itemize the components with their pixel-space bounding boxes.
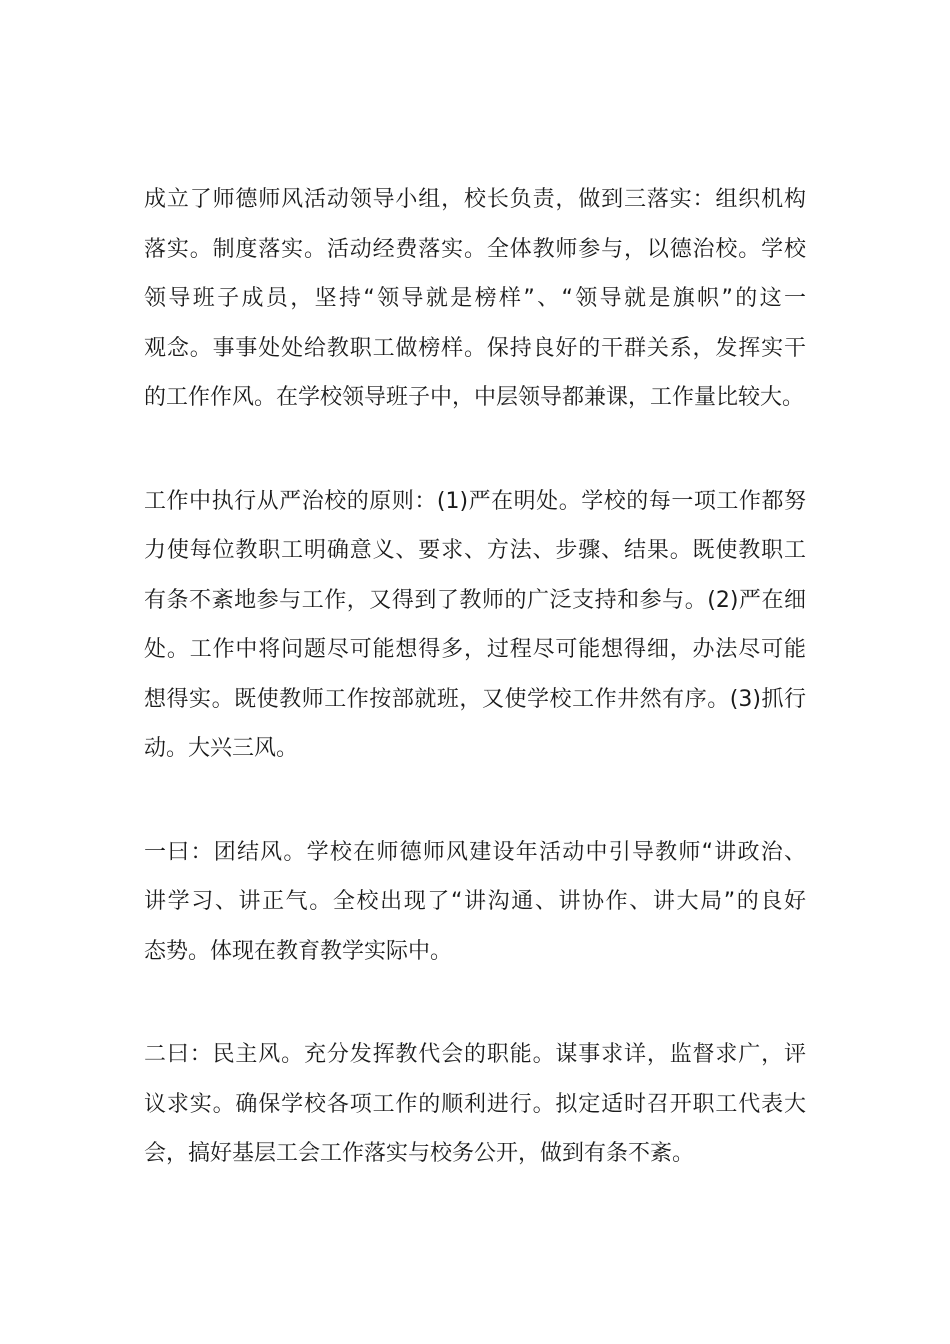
paragraph-line: 有条不紊地参与工作，又得到了教师的广泛支持和参与。(2)严在细	[144, 587, 806, 613]
paragraph-2	[144, 477, 806, 774]
paragraph-1	[144, 175, 806, 423]
paragraph-line: 成立了师德师风活动领导小组，校长负责，做到三落实：组织机构	[144, 187, 806, 212]
paragraph-line: 观念。事事处处给教职工做榜样。保持良好的干群关系，发挥实干	[144, 335, 806, 361]
paragraph-line: 议求实。确保学校各项工作的顺利进行。拟定适时召开职工代表大	[144, 1091, 806, 1117]
paragraph-line: 工作中执行从严治校的原则：(1)严在明处。学校的每一项工作都努	[144, 488, 806, 514]
paragraph-line: 落实。制度落实。活动经费落实。全体教师参与，以德治校。学校	[144, 236, 806, 262]
paragraph-4	[144, 1030, 806, 1179]
paragraph-line: 动。大兴三风。	[144, 736, 299, 761]
paragraph-line: 会，搞好基层工会工作落实与校务公开，做到有条不紊。	[144, 1141, 695, 1166]
paragraph-line: 力使每位教职工明确意义、要求、方法、步骤、结果。既使教职工	[144, 538, 806, 563]
paragraph-line: 处。工作中将问题尽可能想得多，过程尽可能想得细，办法尽可能	[144, 637, 806, 662]
paragraph-line: 态势。体现在教育教学实际中。	[144, 938, 453, 964]
paragraph-line: 领导班子成员，坚持“领导就是榜样”、“领导就是旗帜”的这一	[144, 286, 806, 311]
paragraph-line: 讲学习、讲正气。全校出现了“讲沟通、讲协作、讲大局”的良好	[144, 889, 806, 914]
document-body	[144, 175, 806, 1233]
paragraph-line: 二曰：民主风。充分发挥教代会的职能。谋事求详，监督求广，评	[144, 1042, 806, 1067]
paragraph-line: 一曰：团结风。学校在师德师风建设年活动中引导教师“讲政治、	[144, 839, 806, 865]
paragraph-line: 想得实。既使教师工作按部就班，又使学校工作井然有序。(3)抓行	[144, 686, 806, 712]
paragraph-3	[144, 828, 806, 977]
paragraph-line: 的工作作风。在学校领导班子中，中层领导都兼课，工作量比较大。	[144, 385, 805, 410]
